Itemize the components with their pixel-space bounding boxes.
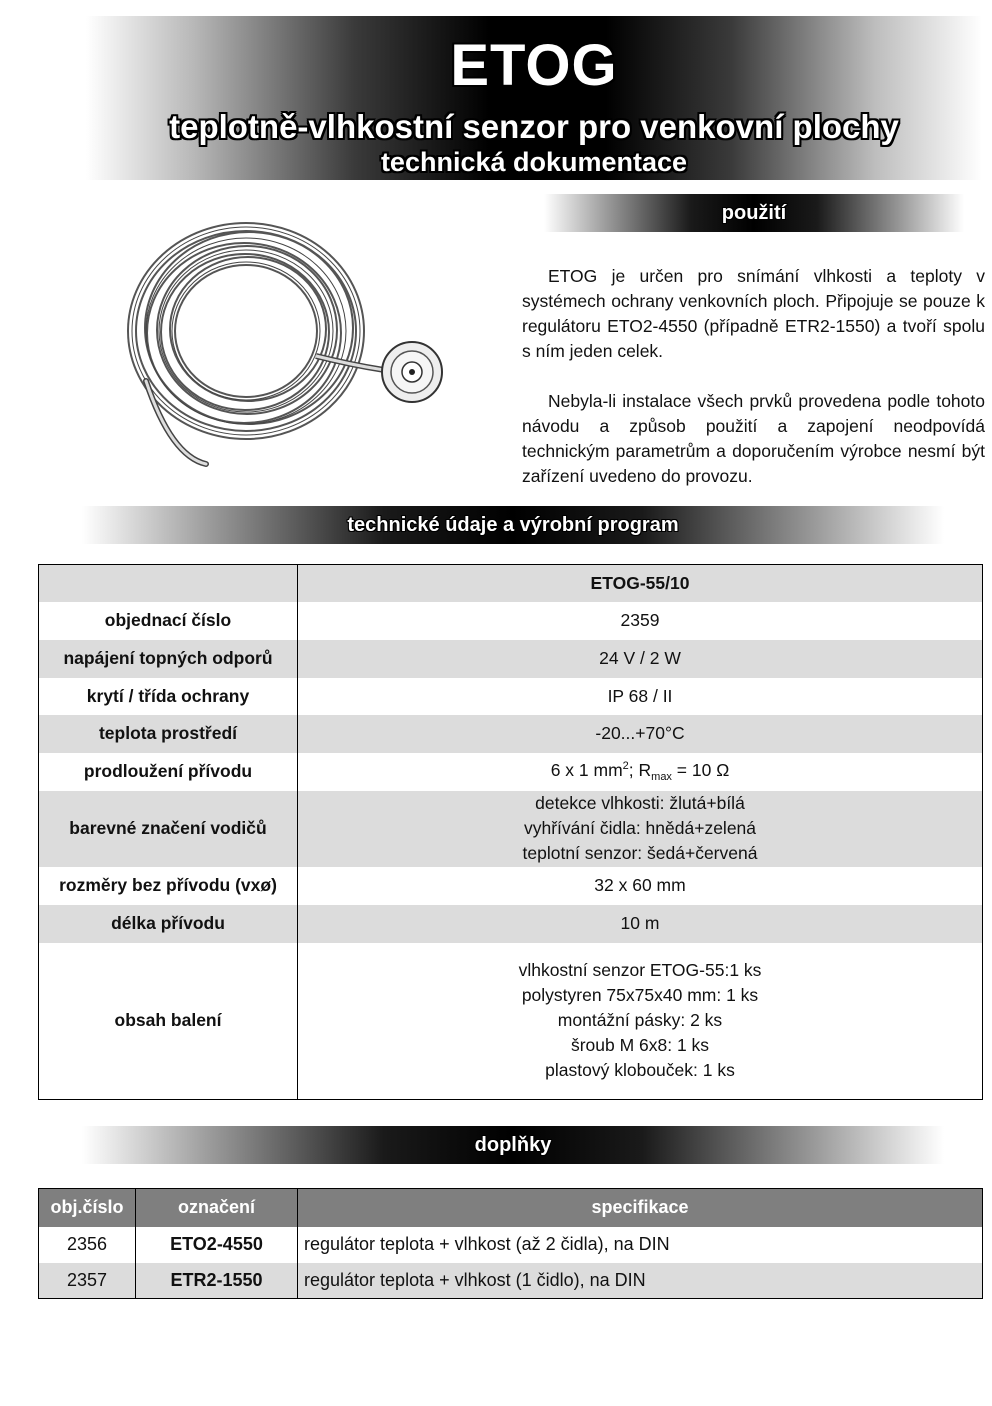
spec-table [38, 564, 983, 1100]
product-title: ETOG [450, 33, 618, 98]
accessories-heading: doplňky [474, 1134, 552, 1156]
spec-value: 2359 [298, 602, 983, 640]
wiring-line: detekce vlhkosti: žlutá+bílá [535, 793, 745, 813]
table-row [39, 1263, 983, 1299]
header-banner [86, 16, 982, 180]
table-row [39, 943, 983, 1100]
table-row [39, 715, 983, 753]
spec-label: napájení topných odporů [39, 640, 298, 678]
extension-superscript: 2 [622, 760, 629, 772]
product-spec: regulátor teplota + vlhkost (až 2 čidla), na DIN [304, 1234, 670, 1254]
usage-section-bar [544, 194, 964, 232]
table-row [39, 867, 983, 905]
order-number: 2357 [39, 1263, 136, 1299]
spec-value: -20...+70°C [298, 715, 983, 753]
wiring-line: vyhřívání čidla: hnědá+zelená [523, 818, 757, 838]
extension-value-part: ; R [628, 760, 652, 780]
spec-value: IP 68 / II [298, 678, 983, 715]
wiring-line: teplotní senzor: šedá+červená [522, 843, 758, 863]
table-row [39, 640, 983, 678]
spec-value: 24 V / 2 W [298, 640, 983, 678]
spec-value: 32 x 60 mm [298, 867, 983, 905]
table-row [39, 1227, 983, 1263]
spec-label: barevné značení vodičů [39, 791, 298, 867]
spec-value: 10 m [298, 905, 983, 943]
spec-label: prodloužení přívodu [39, 753, 298, 791]
table-header-row [39, 1189, 983, 1227]
column-header: označení [136, 1189, 298, 1227]
spec-label: obsah balení [39, 943, 298, 1100]
table-row [39, 905, 983, 943]
column-header: specifikace [298, 1189, 983, 1227]
extension-value-part: = 10 Ω [671, 760, 730, 780]
package-line: plastový klobouček: 1 ks [545, 1060, 735, 1081]
tech-heading: technické údaje a výrobní program [347, 514, 679, 536]
sensor-cable-image [116, 206, 456, 476]
usage-paragraph: Nebyla-li instalace všech prvků provedena podle tohoto návodu a způsob použití a zapojení neodpovídá technickým parametrům a doporučením výrobce nesmí být zařízení uvedeno do provozu. [522, 391, 985, 486]
package-line: polystyren 75x75x40 mm: 1 ks [521, 985, 759, 1006]
product-designation: ETR2-1550 [136, 1263, 298, 1299]
table-row [39, 678, 983, 715]
spec-label: teplota prostředí [39, 715, 298, 753]
spec-label: rozměry bez přívodu (vxø) [39, 867, 298, 905]
table-row [39, 565, 983, 602]
model-name: ETOG-55/10 [298, 565, 983, 602]
table-row [39, 602, 983, 640]
package-line: montážní pásky: 2 ks [557, 1010, 723, 1031]
document-type: technická dokumentace [380, 147, 688, 177]
spec-value [298, 791, 983, 867]
package-line: vlhkostní senzor ETOG-55:1 ks [518, 960, 762, 981]
spec-label: krytí / třída ochrany [39, 678, 298, 715]
accessories-table [38, 1188, 983, 1299]
table-row [39, 753, 983, 791]
spec-label: objednací číslo [39, 602, 298, 640]
spec-label [39, 565, 298, 602]
usage-paragraph: ETOG je určen pro snímání vlhkosti a teploty v systémech ochrany venkovních ploch. Připojuje se pouze k regulátoru ETO2-4550 (případně ETR2-1550) a tvoří spolu s ním jeden celek. [522, 266, 985, 361]
spec-label: délka přívodu [39, 905, 298, 943]
product-subtitle: teplotně-vlhkostní senzor pro venkovní plochy [169, 108, 899, 145]
spec-value [298, 753, 983, 791]
extension-value-part: 6 x 1 mm [550, 760, 623, 780]
product-spec: regulátor teplota + vlhkost (1 čidlo), na DIN [298, 1263, 983, 1299]
extension-subscript: max [651, 771, 672, 783]
usage-heading: použití [721, 202, 787, 224]
package-line: šroub M 6x8: 1 ks [570, 1035, 710, 1056]
spec-value [298, 943, 983, 1100]
product-designation: ETO2-4550 [136, 1227, 298, 1263]
usage-text [522, 264, 985, 489]
table-row [39, 791, 983, 867]
tech-section-bar [82, 506, 944, 544]
order-number: 2356 [39, 1227, 136, 1263]
accessories-section-bar [82, 1126, 944, 1164]
column-header: obj.číslo [39, 1189, 136, 1227]
